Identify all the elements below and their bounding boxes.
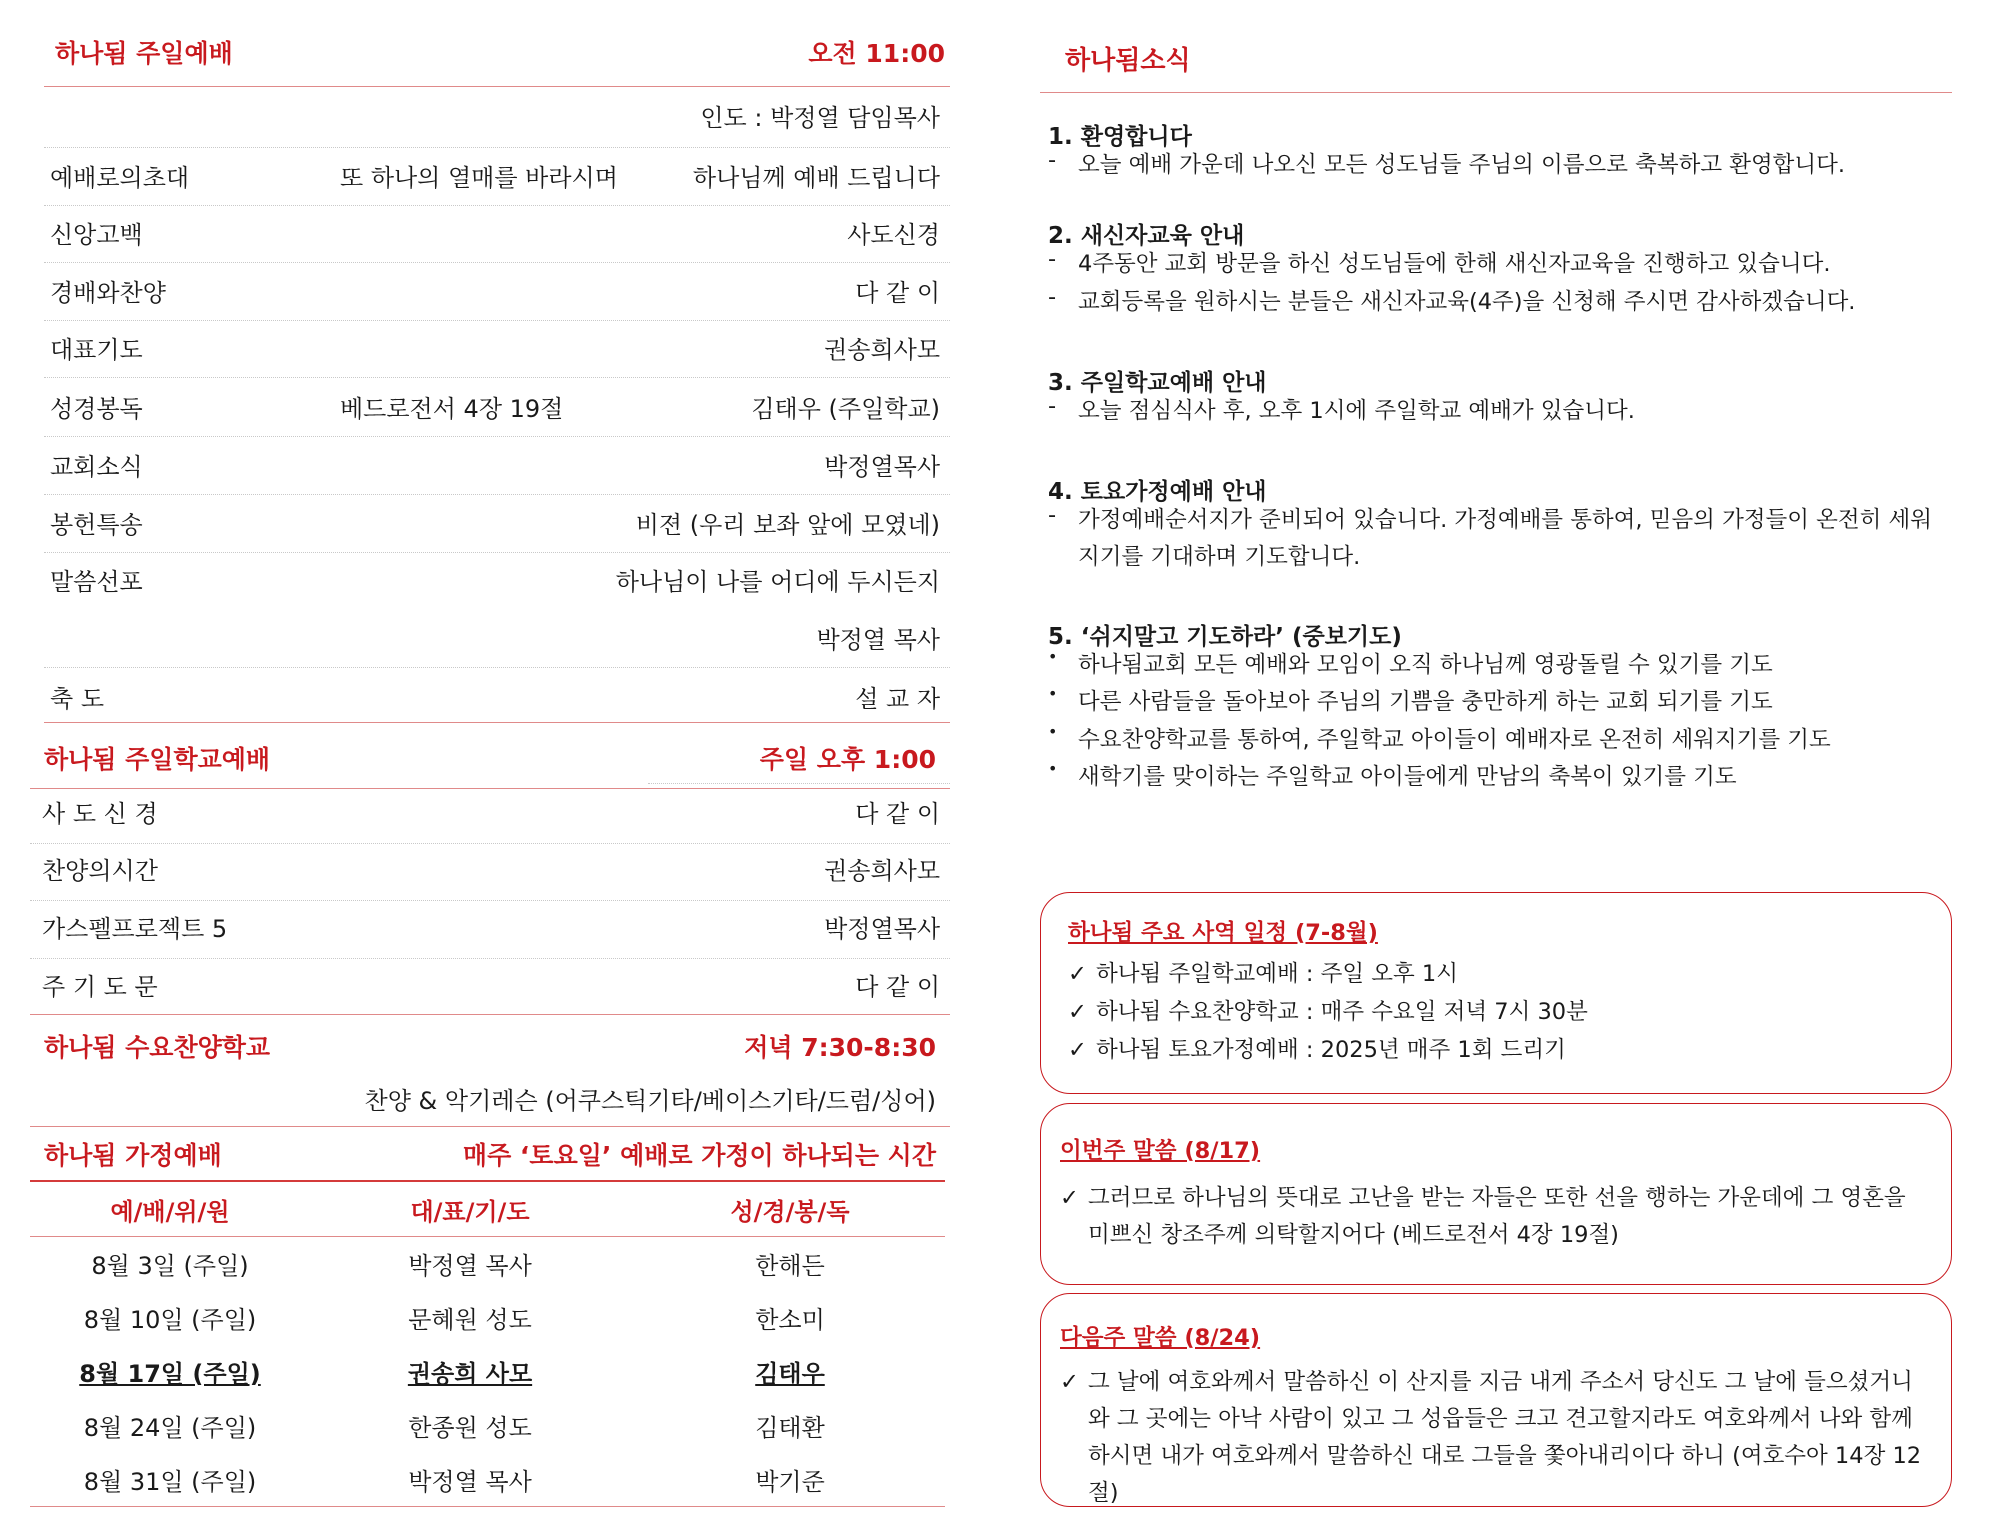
divider [44,494,950,495]
worship-row [50,502,940,542]
worship-row [50,212,940,252]
wednesday-time: 저녁 7:30-8:30 [744,1033,936,1062]
divider [30,843,950,844]
divider [30,1126,950,1127]
family-reading: 김태환 [755,1414,825,1442]
worship-right: 하나님이 나를 어디에 두시든지 [615,567,940,596]
divider [30,958,950,959]
news-item-line [1048,647,1948,684]
divider [30,1014,950,1015]
worship-item: 대표기도 [50,335,143,364]
worship-item: 말씀선포 [50,567,143,596]
schedule-title: 하나됨 주요 사역 일정 (7-8월) [1068,920,1378,946]
wednesday-detail-row [44,1078,936,1118]
worship-row [50,444,940,484]
check-icon: ✓ [1060,1185,1079,1211]
dash-icon: - [1048,284,1057,310]
divider [30,1506,945,1507]
wednesday-detail: 찬양 & 악기레슨 (어쿠스틱기타/베이스기타/드럼/싱어) [364,1086,936,1115]
sunday-school-row [42,964,940,1004]
news-item-text: 오늘 예배 가운데 나오신 모든 성도님들 주님의 이름으로 축복하고 환영합니다. [1078,152,1846,178]
worship-leader-row [50,95,940,135]
check-icon: ✓ [1068,999,1087,1025]
divider [44,86,950,87]
sunday-school-row [42,906,940,946]
worship-title: 하나됨 주일예배 [55,39,233,68]
worship-row [50,270,940,310]
this-week-title: 이번주 말씀 (8/17) [1060,1138,1261,1164]
schedule-line [1068,1032,1928,1069]
this-week-verse [1060,1180,1930,1254]
divider [44,377,950,378]
worship-middle: 베드로전서 4장 19절 [340,394,564,423]
next-week-title: 다음주 말씀 (8/24) [1060,1325,1261,1351]
worship-row [50,327,940,367]
worship-row [50,559,940,599]
family-prayer: 한종원 성도 [408,1414,532,1442]
sunday-school-item: 사 도 신 경 [42,799,158,828]
worship-right: 하나님께 예배 드립니다 [692,163,940,192]
news-item-line [1048,722,1948,759]
divider [30,1180,945,1182]
left-column [0,0,980,1538]
dash-icon: - [1048,393,1057,419]
family-reading: 김태우 [755,1360,825,1388]
family-prayer: 문혜원 성도 [408,1306,532,1334]
worship-row [50,617,940,657]
family-date: 8월 31일 (주일) [83,1468,257,1496]
worship-row [50,155,940,195]
worship-right: 김태우 (주일학교) [751,394,940,423]
schedule-line [1068,956,1928,993]
schedule-text: 하나됨 토요가정예배 : 2025년 매주 1회 드리기 [1096,1037,1566,1063]
column-header-reading: 성/경/봉/독 [730,1198,850,1226]
divider [30,1236,945,1237]
family-header [44,1136,936,1172]
column-header-worship-committee: 예/배/위/원 [110,1198,230,1226]
news-title: 하나됨소식 [1065,46,1191,76]
divider [44,147,950,148]
sunday-school-right: 다 같 이 [855,799,940,828]
sunday-school-row [42,791,940,831]
schedule-line [1068,994,1928,1031]
news-item-title: 3. 주일학교예배 안내 [1048,370,1267,396]
check-icon: ✓ [1068,961,1087,987]
divider [44,722,950,723]
schedule-text: 하나됨 주일학교예배 : 주일 오후 1시 [1096,961,1458,987]
next-week-verse [1060,1364,1930,1512]
this-week-text: 그러므로 하나님의 뜻대로 고난을 받는 자들은 또한 선을 행하는 가운데에 그 영혼을 미쁘신 창조주께 의탁할지어다 (베드로전서 4장 19절) [1088,1185,1906,1248]
schedule-text: 하나됨 수요찬양학교 : 매주 수요일 저녁 7시 30분 [1096,999,1588,1025]
family-prayer: 박정열 목사 [408,1468,532,1496]
worship-item: 교회소식 [50,452,143,481]
worship-item: 경배와찬양 [50,278,166,307]
worship-item: 봉헌특송 [50,510,143,539]
worship-leader: 인도 : 박정열 담임목사 [700,103,940,132]
dash-icon: - [1048,147,1057,173]
worship-row [50,386,940,426]
worship-header [55,34,945,70]
sunday-school-item: 가스펠프로젝트 5 [42,914,228,943]
news-item-title: 2. 새신자교육 안내 [1048,223,1245,249]
news-item-line [1048,147,1948,184]
sunday-school-item: 찬양의시간 [42,856,158,885]
news-item-text: 오늘 점심식사 후, 오후 1시에 주일학교 예배가 있습니다. [1078,398,1635,424]
worship-right: 비젼 (우리 보좌 앞에 모였네) [635,510,940,539]
news-item-title: 1. 환영합니다 [1048,124,1192,150]
sunday-school-right: 박정열목사 [824,914,940,943]
bullet-icon: • [1048,722,1058,741]
wednesday-title: 하나됨 수요찬양학교 [44,1033,271,1062]
family-date: 8월 3일 (주일) [91,1252,249,1280]
column-header-prayer: 대/표/기/도 [410,1198,530,1226]
divider [648,783,950,784]
sunday-school-header [44,740,936,776]
family-prayer: 권송희 사모 [407,1360,533,1388]
news-item-line [1048,684,1948,721]
wednesday-header [44,1028,936,1064]
sunday-school-right: 다 같 이 [855,972,940,1001]
family-date: 8월 24일 (주일) [83,1414,257,1442]
sunday-school-item: 주 기 도 문 [42,972,158,1001]
worship-item: 예배로의초대 [50,163,190,192]
divider [44,205,950,206]
sunday-school-time: 주일 오후 1:00 [759,745,936,774]
family-reading: 박기준 [755,1468,825,1496]
news-item-text: 가정예배순서지가 준비되어 있습니다. 가정예배를 통하여, 믿음의 가정들이 온전히 세워지기를 기대하며 기도합니다. [1078,507,1932,570]
dash-icon: - [1048,246,1057,272]
family-date: 8월 10일 (주일) [83,1306,257,1334]
divider [44,262,950,263]
worship-right: 사도신경 [847,220,940,249]
check-icon: ✓ [1060,1369,1079,1395]
news-item-line [1048,393,1948,430]
family-subtitle: 매주 ‘토요일’ 예배로 가정이 하나되는 시간 [462,1141,936,1170]
news-item-text: 하나됨교회 모든 예배와 모임이 오직 하나님께 영광돌릴 수 있기를 기도 [1078,652,1773,678]
family-title: 하나됨 가정예배 [44,1141,222,1170]
worship-right: 박정열 목사 [816,625,940,654]
worship-item: 성경봉독 [50,394,143,423]
news-item-text: 수요찬양학교를 통하여, 주일학교 아이들이 예배자로 온전히 세워지기를 기도 [1078,727,1831,753]
news-item-title: 5. ‘쉬지말고 기도하라’ (중보기도) [1048,624,1402,650]
worship-item: 축 도 [50,684,104,713]
divider [30,788,950,789]
worship-right: 설 교 자 [855,684,940,713]
right-column [1030,0,1960,1538]
news-item-line [1048,284,1948,321]
next-week-text: 그 날에 여호와께서 말씀하신 이 산지를 지금 내게 주소서 당신도 그 날에 들으셨거니와 그 곳에는 아낙 사람이 있고 그 성읍들은 크고 견고할지라도 여호와께서 나와 함께 하시면 내가 여호와께서 말씀하신 대로 그들을 쫓아내리이다 하니 (여호수아 14장 12절) [1088,1369,1922,1506]
family-date: 8월 17일 (주일) [79,1360,261,1388]
worship-middle: 또 하나의 열매를 바라시며 [340,163,618,192]
check-icon: ✓ [1068,1037,1087,1063]
divider [44,320,950,321]
bullet-icon: • [1048,684,1058,703]
divider [44,436,950,437]
news-item-text: 새학기를 맞이하는 주일학교 아이들에게 만남의 축복이 있기를 기도 [1078,764,1737,790]
family-reading: 한해든 [755,1252,825,1280]
worship-item: 신앙고백 [50,220,143,249]
sunday-school-title: 하나됨 주일학교예배 [44,745,271,774]
news-item-text: 교회등록을 원하시는 분들은 새신자교육(4주)을 신청해 주시면 감사하겠습니다. [1078,289,1856,315]
bullet-icon: • [1048,647,1058,666]
news-item-text: 다른 사람들을 돌아보아 주님의 기쁨을 충만하게 하는 교회 되기를 기도 [1078,689,1773,715]
family-reading: 한소미 [755,1306,825,1334]
worship-right: 박정열목사 [824,452,940,481]
worship-right: 권송희사모 [824,335,940,364]
news-item-text: 4주동안 교회 방문을 하신 성도님들에 한해 새신자교육을 진행하고 있습니다. [1078,251,1831,277]
divider [44,552,950,553]
news-item-line [1048,246,1948,283]
news-item-title: 4. 토요가정예배 안내 [1048,479,1267,505]
dash-icon: - [1048,502,1057,528]
worship-time: 오전 11:00 [808,39,945,68]
news-item-line [1048,759,1948,796]
worship-right: 다 같 이 [855,278,940,307]
divider [1040,92,1952,93]
sunday-school-row [42,848,940,888]
divider [30,900,950,901]
divider [44,667,950,668]
worship-row [50,676,940,716]
family-prayer: 박정열 목사 [408,1252,532,1280]
bullet-icon: • [1048,759,1058,778]
sunday-school-right: 권송희사모 [824,856,940,885]
news-item-line [1048,502,1948,576]
